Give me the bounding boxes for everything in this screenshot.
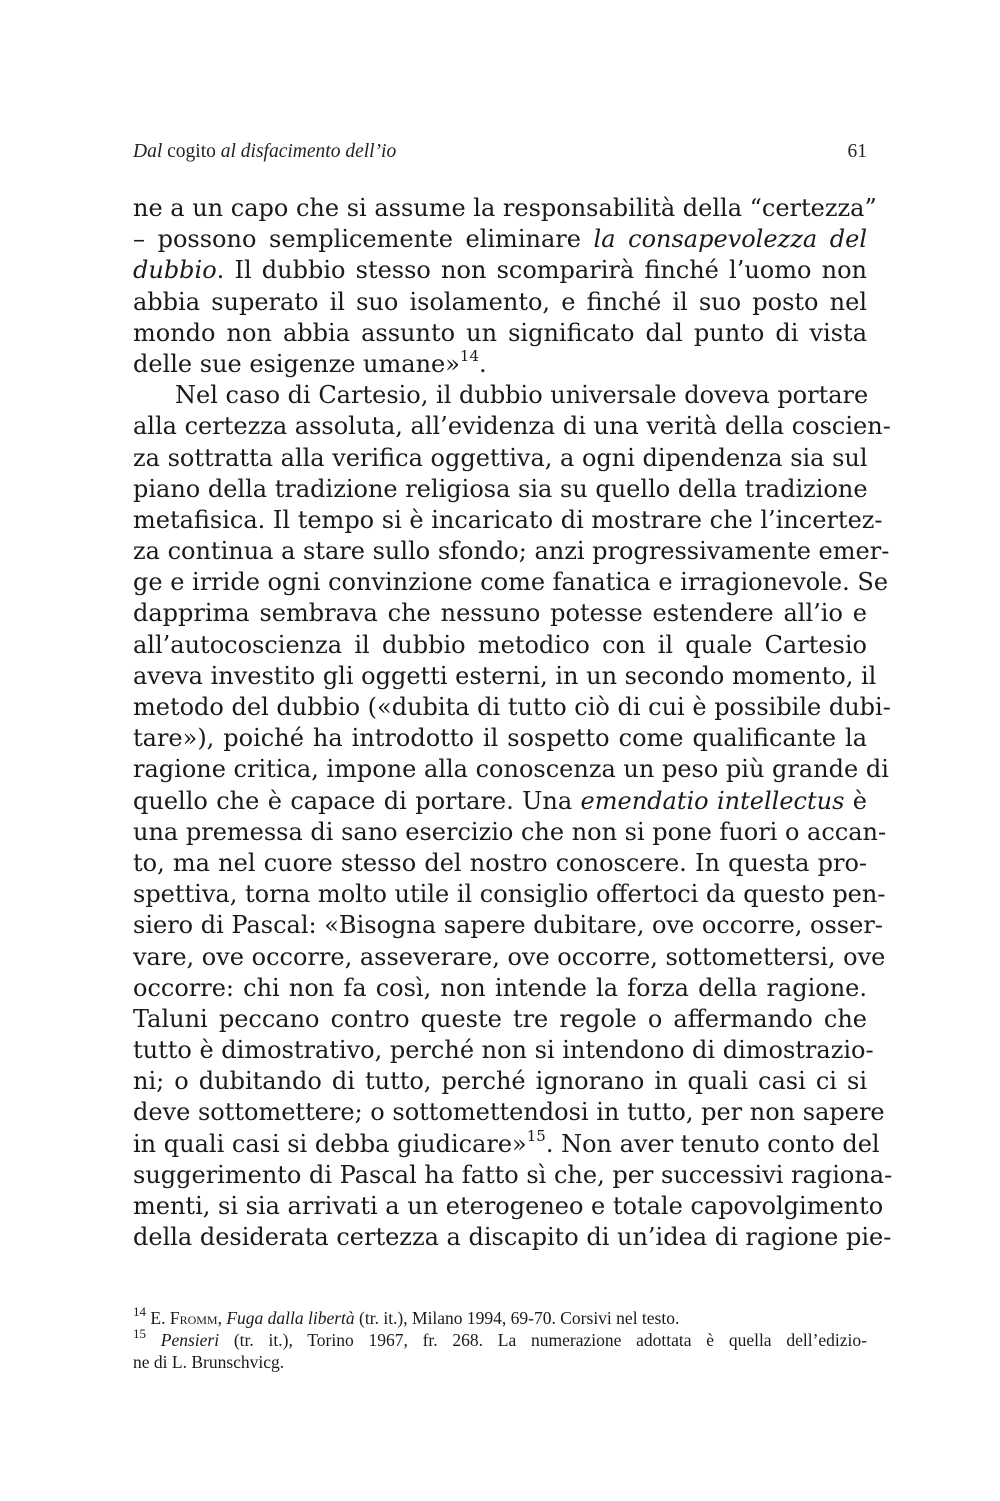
text-line [133,848,867,879]
text-line [133,474,867,505]
text-run: ne di L. Brunschvicg. [133,1352,285,1372]
text-run: spettiva, torna molto utile il consiglio offertoci da questo pen- [133,880,886,909]
text-run: Nel caso di Cartesio, il dubbio universale doveva portare [175,381,869,410]
text-run: quello che è capace di portare. Una [133,786,581,815]
text-run: mondo non abbia assunto un significato dal punto di vista [133,318,867,347]
text-line [133,193,877,224]
text-run: suggerimento di Pascal ha fatto sì che, per successivi ragiona- [133,1160,893,1189]
text-line [133,754,889,785]
text-line [133,443,867,474]
text-line [133,879,886,910]
text-line [133,411,891,442]
text-run: siero di Pascal: «Bisogna sapere dubitare, ove occorre, osser- [133,911,883,940]
footnote-15-continued [133,1351,867,1373]
text-run: romm [179,1308,218,1328]
footnote-title: Fuga dalla libertà [226,1308,355,1328]
text-run: E. F [146,1308,180,1328]
text-line [133,1126,880,1160]
text-line [133,1222,892,1253]
text-line [133,1160,893,1191]
footnote-title: Pensieri [146,1330,220,1350]
text-run: (tr. it.), Milano 1994, 69-70. Corsivi nel testo. [354,1308,680,1328]
text-run: tare»), poiché ha introdotto il sospetto come qualificante la [133,724,867,753]
text-run: delle sue esigenze umane» [133,349,460,378]
text-run: una premessa di sano esercizio che non si pone fuori o accan- [133,817,887,846]
text-line [133,598,867,629]
text-run: menti, si sia arrivati a un eterogeneo e totale capovolgimento [133,1192,884,1220]
page-number: 61 [847,141,867,162]
text-line [133,318,867,349]
text-run: , [217,1308,227,1328]
text-line [133,630,867,661]
text-run: . Non aver tenuto conto del [545,1129,880,1158]
text-line [133,661,877,692]
text-run: piano della tradizione religiosa sia su quello della tradizione [133,474,868,503]
text-line [133,1191,884,1222]
text-line [133,255,867,286]
text-run: za sottratta alla verifica oggettiva, a ogni dipendenza sia sul [133,443,868,472]
text-line [133,1004,867,1035]
emphasis: dubbio [133,256,217,285]
running-title [133,141,396,163]
text-line [133,910,883,941]
text-run: . Il dubbio stesso non scomparirà finché l’uomo non [216,256,867,285]
body-text [133,193,893,1253]
text-line [133,567,889,598]
text-line [133,942,886,973]
text-run: deve sottomettere; o sottomettendosi in tutto, per non sapere [133,1098,885,1127]
running-title-italic-part-2: al disfacimento dell’io [220,141,397,162]
text-line [133,723,867,754]
footnote-15 [133,1326,867,1351]
text-run: Taluni peccano contro queste tre regole o affermando che [133,1004,867,1033]
text-line [133,224,867,255]
text-run: metodo del dubbio («dubita di tutto ciò di cui è possibile dubi- [133,693,891,721]
text-run: occorre: chi non fa così, non intende la forza della ragione. [133,973,867,1002]
text-run: metafisica. Il tempo si è incaricato di mostrare che l’incertez- [133,505,883,534]
footnote-14 [133,1304,867,1329]
footnote-ref-14: 14 [459,346,480,365]
text-line [133,505,883,536]
text-run: (tr. it.), Torino 1967, fr. 268. La numerazione adottata è quella dell’edizio- [219,1330,867,1350]
running-title-roman-part: cogito [162,141,221,162]
text-line [133,817,887,848]
text-run: alla certezza assoluta, all’evidenza di una verità della coscien- [133,412,891,441]
text-run: dapprima sembrava che nessuno potesse estendere all’io e [133,599,867,628]
text-run: tutto è dimostrativo, perché non si intendono di dimostrazio- [133,1036,874,1065]
text-line [133,287,867,318]
text-line-paragraph-start [133,380,867,411]
footnotes [133,1304,867,1373]
footnote-number: 15 [133,1326,146,1342]
emphasis: emendatio intellectus [580,786,845,815]
text-run: all’autocoscienza il dubbio metodico con il quale Cartesio [133,630,867,659]
emphasis: la consapevolezza del [593,225,867,254]
running-title-italic-part: Dal [133,141,163,162]
footnote-ref-15: 15 [526,1126,546,1145]
text-run: . [479,349,487,378]
text-line [133,973,867,1004]
text-line [133,346,867,380]
text-run: aveva investito gli oggetti esterni, in un secondo momento, il [133,661,877,690]
footnote-number: 14 [133,1304,146,1320]
running-header [133,141,867,169]
text-line [133,1035,874,1066]
text-run: vare, ove occorre, asseverare, ove occorre, sottomettersi, ove [133,942,886,971]
text-line [133,1097,885,1128]
text-run: della desiderata certezza a discapito di un’idea di ragione pie- [133,1223,892,1252]
text-run: – possono semplicemente eliminare [133,225,594,254]
text-run: in quali casi si debba giudicare» [133,1129,527,1158]
text-run: ge e irride ogni convinzione come fanatica e irragionevole. Se [133,568,889,597]
text-run: ni; o dubitando di tutto, perché ignorano in quali casi ci si [133,1067,867,1096]
text-run: za continua a stare sullo sfondo; anzi progressivamente emer- [133,537,890,566]
text-run: ne a un capo che si assume la responsabilità della “certezza” [133,194,877,222]
text-line [133,1066,867,1097]
text-run: to, ma nel cuore stesso del nostro conoscere. In questa pro- [133,848,867,877]
text-line [133,536,890,567]
text-run: abbia superato il suo isolamento, e finché il suo posto nel [133,287,867,316]
text-run: è [844,786,867,815]
text-line [133,786,867,817]
text-run: ragione critica, impone alla conoscenza un peso più grande di [133,755,889,784]
text-line [133,692,891,723]
